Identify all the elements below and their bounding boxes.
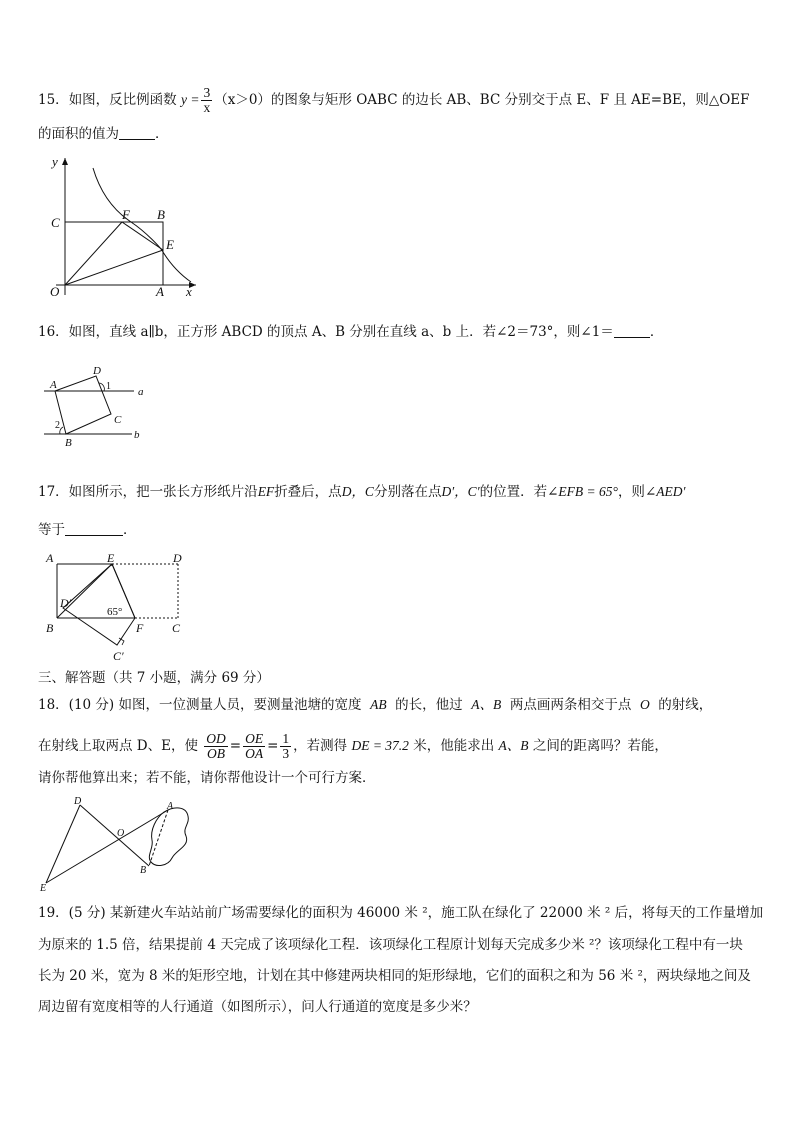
label-f: F	[136, 621, 144, 635]
label-d-prime: D′	[60, 596, 72, 610]
function-lhs: y =	[180, 92, 200, 107]
top-edge-solid	[57, 564, 112, 566]
segment-oe	[65, 250, 163, 285]
label-y: y	[52, 154, 58, 169]
q15-line-1	[38, 86, 756, 115]
label-b-point: B	[65, 437, 72, 449]
label-a: A	[167, 801, 174, 812]
label-o: O	[50, 284, 60, 299]
q18-line-2: 在射线上取两点 D、E，使 $\frac{OD}{OB}$ = $\frac{OE}{OA}$ = $\frac{1}{3}$ ，若测得 DE = 37.2 米，他能求出 A、B 之间的距离吗？若能，	[38, 731, 668, 761]
fraction-od-ob: $\frac{OD}{OB}$	[206, 731, 226, 761]
fraction-3-over-x: $\frac{3}{x}$	[203, 85, 211, 115]
q19-line-1: 19．(5 分) 某新建火车站站前广场需要绿化的面积为 46000 米 ²，施工队在绿化了 22000 米 ² 后，将每天的工作量增加	[38, 905, 764, 921]
label-b: B	[140, 865, 147, 876]
label-e: E	[107, 551, 115, 565]
q15-text: （x＞0）的图象与矩形 OABC 的边长 AB、BC 分别交于点 E、F 且 AE=BE，则△OEF	[214, 92, 750, 108]
q18-line-1: 18．(10 分) 如图，一位测量人员，要测量池塘的宽度 AB 的长，他过 A、B 两点画两条相交于点 O 的射线，	[38, 697, 713, 713]
label-a: A	[46, 551, 54, 565]
label-line-b: b	[134, 429, 140, 441]
label-c: C	[172, 621, 181, 635]
label-d: D	[74, 796, 82, 807]
label-c: C	[51, 215, 60, 230]
segment-de	[46, 805, 80, 883]
label-angle-65: 65°	[107, 606, 123, 618]
q15-figure	[36, 150, 206, 300]
label-line-a: a	[138, 386, 144, 398]
pond-outline	[149, 808, 188, 866]
angle-2-arc	[60, 427, 63, 434]
label-c-prime: C′	[113, 649, 124, 663]
label-x: x	[186, 284, 192, 299]
hyperbola-curve	[93, 168, 191, 282]
answer-blank	[614, 323, 650, 338]
label-a: A	[156, 284, 164, 299]
q17-line-2: 等于 ．	[38, 522, 137, 538]
q19-line-4: 周边留有宽度相等的人行通道（如图所示），问人行通道的宽度是多少米？	[38, 999, 477, 1015]
label-c-point: C	[114, 414, 122, 426]
label-d-point: D	[93, 365, 101, 377]
segment-fe	[122, 222, 163, 250]
answer-blank	[65, 521, 123, 536]
q18-line-3: 请你帮他算出来；若不能，请你帮他设计一个可行方案．	[38, 770, 376, 786]
answer-blank	[119, 125, 155, 140]
label-d: D	[173, 551, 182, 565]
q16-figure	[38, 360, 158, 450]
label-b: B	[46, 621, 54, 635]
q17-figure	[40, 548, 195, 666]
label-e: E	[40, 883, 47, 894]
fraction-one-third: $\frac{1}{3}$	[282, 731, 290, 761]
question-number: 15．	[38, 92, 69, 108]
section-heading: 三、解答题（共 7 小题，满分 69 分）	[38, 670, 270, 686]
q16-text: 16．如图，直线 a∥b，正方形 ABCD 的顶点 A、B 分别在直线 a、b 上．若∠2＝73°，则∠1＝	[38, 324, 614, 340]
fraction-oe-oa: $\frac{OE}{OA}$	[245, 731, 264, 761]
q15-line-2: 的面积的值为 ．	[38, 126, 169, 142]
label-o: O	[117, 828, 125, 839]
label-angle-2: 2	[55, 420, 60, 431]
label-e: E	[166, 237, 174, 252]
q18-figure	[36, 794, 196, 894]
q19-line-2: 为原来的 1.5 倍，结果提前 4 天完成了该项绿化工程．该项绿化工程原计划每天完成多少米 ²？该项绿化工程中有一块	[38, 937, 743, 953]
label-angle-1: 1	[106, 381, 111, 392]
q19-line-3: 长为 20 米，宽为 8 米的矩形空地，计划在其中修建两块相同的矩形绿地，它们的面积之和为 56 米 ²，两块绿地之间及	[38, 968, 751, 984]
q16-line: 16．如图，直线 a∥b，正方形 ABCD 的顶点 A、B 分别在直线 a、b 上．若∠2＝73°，则∠1＝ ．	[38, 324, 664, 340]
q15-text: 如图，反比例函数	[68, 92, 177, 108]
label-a-point: A	[50, 379, 57, 391]
segment-of	[65, 222, 122, 285]
ray-eo-a	[46, 810, 168, 883]
label-f: F	[122, 207, 130, 222]
y-axis-arrow	[62, 158, 68, 165]
q17-line-1: 17．如图所示，把一张长方形纸片沿EF折叠后，点D，C分别落在点D′，C′的位置．若∠EFB = 65°，则∠AED′	[38, 484, 686, 500]
label-b: B	[157, 207, 165, 222]
